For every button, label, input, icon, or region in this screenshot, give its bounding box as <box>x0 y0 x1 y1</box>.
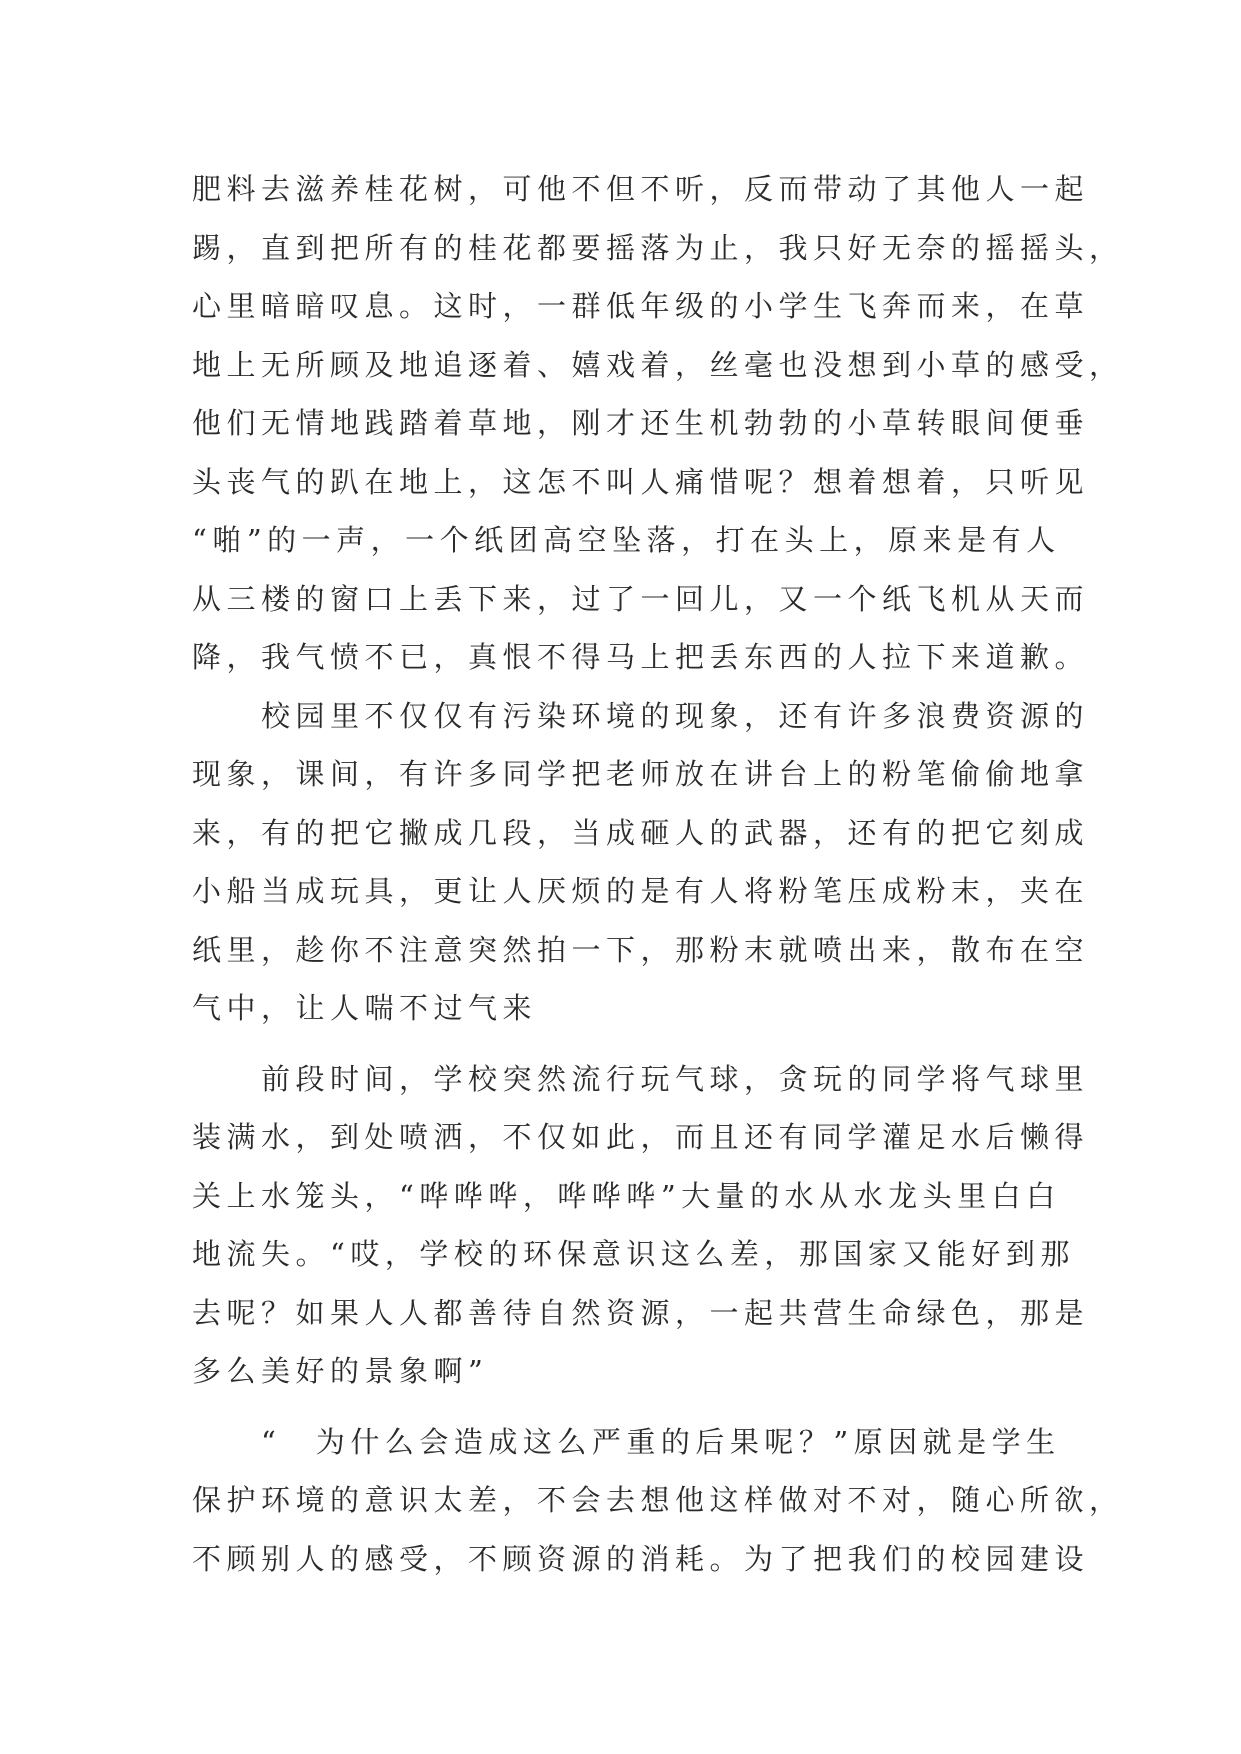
text-line: 小船当成玩具，更让人厌烦的是有人将粉笔压成粉末，夹在 <box>192 874 1090 908</box>
text-line: 装满水，到处喷洒，不仅如此，而且还有同学灌足水后懒得 <box>192 1120 1090 1154</box>
text-line: 头丧气的趴在地上，这怎不叫人痛惜呢？想着想着，只听见 <box>192 464 1090 499</box>
text-line: “ 为什么会造成这么严重的后果呢？”原因就是学生 <box>192 1424 1061 1459</box>
text-line: 现象，课间，有许多同学把老师放在讲台上的粉笔偷偷地拿 <box>192 757 1090 791</box>
text-line: 肥料去滋养桂花树，可他不但不听，反而带动了其他人一起 <box>192 172 1090 206</box>
text-line: 踢，直到把所有的桂花都要摇落为止，我只好无奈的摇摇头， <box>192 230 1124 265</box>
text-line: 前段时间，学校突然流行玩气球，贪玩的同学将气球里 <box>192 1061 1090 1096</box>
text-line: 不顾别人的感受，不顾资源的消耗。为了把我们的校园建设 <box>192 1541 1090 1576</box>
text-line: 多么美好的景象啊” <box>192 1354 489 1388</box>
text-line: 气中，让人喘不过气来 <box>192 991 538 1025</box>
text-line: 降，我气愤不已，真恨不得马上把丢东西的人拉下来道歉。 <box>192 640 1090 674</box>
text-line: 去呢？如果人人都善待自然资源，一起共营生命绿色，那是 <box>192 1295 1090 1330</box>
text-line: 纸里，趁你不注意突然拍一下，那粉末就喷出来，散布在空 <box>192 932 1090 967</box>
text-line: “啪”的一声，一个纸团高空坠落，打在头上，原来是有人 <box>192 523 1061 557</box>
text-line: 校园里不仅仅有污染环境的现象，还有许多浪费资源的 <box>192 698 1090 733</box>
text-line: 来，有的把它撇成几段，当成砸人的武器，还有的把它刻成 <box>192 815 1090 850</box>
text-line: 关上水笼头，“哗哗哗，哗哗哗”大量的水从水龙头里白白 <box>192 1178 1061 1213</box>
text-line: 心里暗暗叹息。这时，一群低年级的小学生飞奔而来，在草 <box>192 289 1090 323</box>
text-line: 从三楼的窗口上丢下来，过了一回儿，又一个纸飞机从天而 <box>192 581 1090 616</box>
text-line: 地上无所顾及地追逐着、嬉戏着，丝毫也没想到小草的感受， <box>192 347 1124 382</box>
text-line: 地流失。“哎，学校的环保意识这么差，那国家又能好到那 <box>192 1237 1075 1271</box>
document-body <box>192 160 1124 1588</box>
text-line: 保护环境的意识太差，不会去想他这样做对不对，随心所欲， <box>192 1483 1124 1517</box>
text-line: 他们无情地践踏着草地，刚才还生机勃勃的小草转眼间便垂 <box>192 406 1090 440</box>
